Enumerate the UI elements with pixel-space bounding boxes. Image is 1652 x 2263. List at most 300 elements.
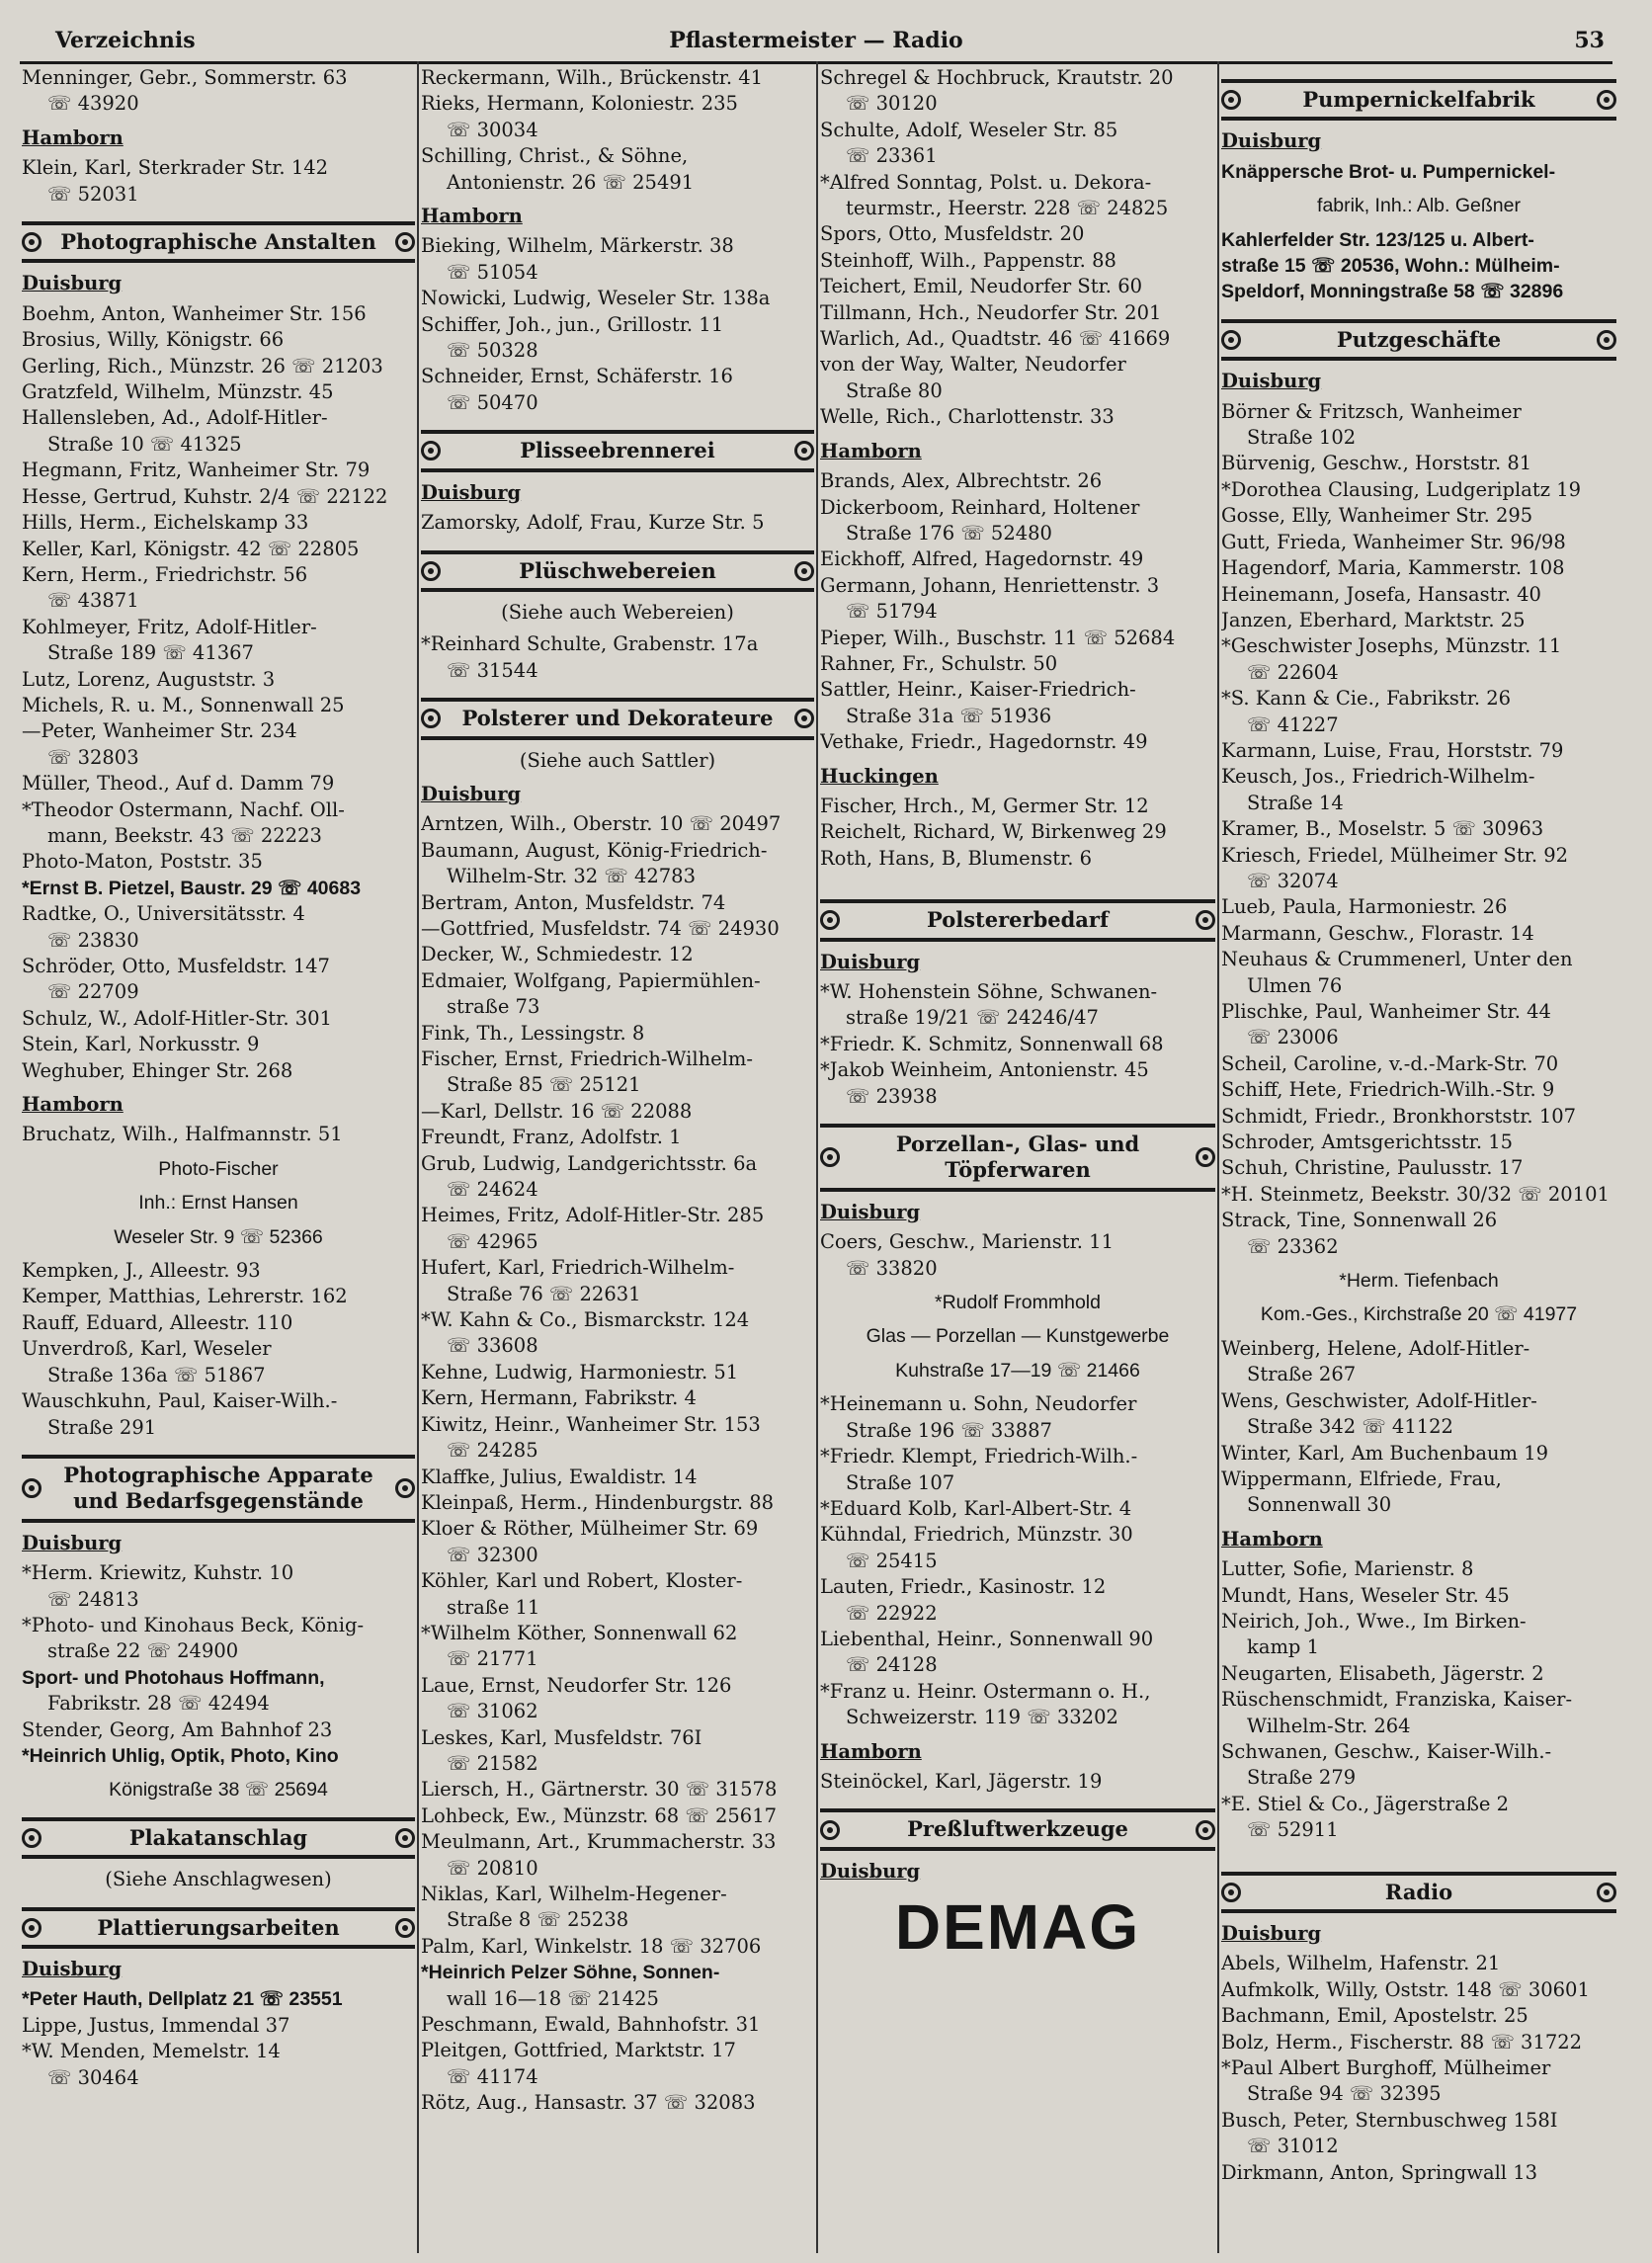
entry-line: Busch, Peter, Sternbuschweg 158I [1221, 2108, 1558, 2132]
entry-line: Kempken, J., Alleestr. 93 [22, 1259, 261, 1283]
ornament-icon [794, 561, 814, 581]
entry-line: Schulz, W., Adolf-Hitler-Str. 301 [22, 1006, 332, 1030]
section-title: Putzgeschäfte [1336, 326, 1502, 352]
entry-line: Michels, R. u. M., Sonnenwall 25 [22, 693, 345, 716]
section-heading [820, 1808, 1215, 1850]
entry-line: Kern, Hermann, Fabrikstr. 4 [421, 1386, 697, 1410]
spacer [1221, 1844, 1616, 1858]
ornament-icon [1597, 1883, 1616, 1902]
entry-continuation: ☏ 43871 [47, 589, 139, 613]
advertisement-line: Kuhstraße 17—19 ☏ 21466 [895, 1359, 1140, 1382]
entry-line: Schiff, Hete, Friedrich-Wilh.-Str. 9 [1221, 1078, 1555, 1102]
entry-line: —Karl, Dellstr. 16 ☏ 22088 [421, 1099, 693, 1123]
section-title: Polstererbedarf [926, 907, 1110, 933]
entry-line: Rötz, Aug., Hansastr. 37 ☏ 32083 [421, 2091, 756, 2115]
entry-line: Mundt, Hans, Weseler Str. 45 [1221, 1583, 1510, 1607]
entry-line: Meulmann, Art., Krummacherstr. 33 [421, 1830, 777, 1854]
entry-continuation: ☏ 32300 [447, 1543, 538, 1566]
city-heading: Duisburg [820, 950, 921, 973]
entry-line: Neirich, Joh., Wwe., Im Birken- [1221, 1609, 1527, 1633]
entry-line: Klaffke, Julius, Ewaldistr. 14 [421, 1465, 698, 1488]
entry-line: Karmann, Luise, Frau, Horststr. 79 [1221, 738, 1564, 762]
entry-line: Sattler, Heinr., Kaiser-Friedrich- [820, 678, 1136, 702]
advertisement-line: Inh.: Ernst Hansen [138, 1192, 298, 1215]
entry-line: Gratzfeld, Wilhelm, Münzstr. 45 [22, 380, 334, 404]
entry-line: Bertram, Anton, Musfeldstr. 74 [421, 890, 726, 914]
section-heading [1221, 319, 1616, 361]
entry-line: Kohlmeyer, Fritz, Adolf-Hitler- [22, 615, 317, 638]
city-heading: Duisburg [22, 1958, 123, 1980]
entry-line: *Alfred Sonntag, Polst. u. Dekora- [820, 170, 1152, 194]
entry-continuation: Schweizerstr. 119 ☏ 33202 [846, 1706, 1118, 1729]
entry-continuation: ☏ 25415 [846, 1549, 938, 1572]
ornament-icon [1221, 330, 1241, 350]
section-title: Plakatanschlag [128, 1824, 308, 1850]
entry-line: *Herm. Kriewitz, Kuhstr. 10 [22, 1561, 294, 1585]
entry-line: Pleitgen, Gottfried, Marktstr. 17 [421, 2039, 736, 2062]
section-heading [820, 899, 1215, 941]
entry-continuation: ☏ 32074 [1247, 869, 1339, 892]
ornament-icon [794, 709, 814, 728]
city-heading: Hamborn [820, 439, 922, 462]
city-heading: Hamborn [22, 1093, 124, 1117]
entry-continuation: Straße 94 ☏ 32395 [1247, 2082, 1442, 2106]
entry-line: Kühndal, Friedrich, Münzstr. 30 [820, 1523, 1133, 1547]
see-also-note: (Siehe auch Webereien) [501, 600, 734, 624]
section-title: Radio [1384, 1879, 1453, 1904]
advertisement-line: Glas — Porzellan — Kunstgewerbe [866, 1325, 1170, 1348]
ornament-icon [1597, 330, 1616, 350]
entry-line: *Photo- und Kinohaus Beck, König- [22, 1613, 365, 1636]
entry-continuation: Straße 85 ☏ 25121 [447, 1073, 641, 1097]
entry-line: Leskes, Karl, Musfeldstr. 76I [421, 1725, 702, 1749]
entry-continuation: ☏ 33608 [447, 1334, 538, 1358]
entry-line: *H. Steinmetz, Beekstr. 30/32 ☏ 20101 [1221, 1182, 1610, 1206]
ornament-icon [820, 910, 840, 930]
entry-line: Welle, Rich., Charlottenstr. 33 [820, 405, 1115, 429]
city-heading: Duisburg [820, 1859, 921, 1883]
entry-line: Köhler, Karl und Robert, Kloster- [421, 1569, 743, 1593]
entry-line: *S. Kann & Cie., Fabrikstr. 26 [1221, 687, 1512, 711]
entry-continuation: ☏ 50470 [447, 390, 538, 414]
advertisement-line: Weseler Str. 9 ☏ 52366 [114, 1225, 323, 1248]
entry-line: *Reinhard Schulte, Grabenstr. 17a [421, 632, 759, 656]
entry-continuation: straße 19/21 ☏ 24246/47 [846, 1006, 1099, 1030]
entry-line: Schiffer, Joh., jun., Grillostr. 11 [421, 312, 724, 336]
entry-line: Palm, Karl, Winkelstr. 18 ☏ 32706 [421, 1934, 762, 1958]
entry-line: Lueb, Paula, Harmoniestr. 26 [1221, 895, 1508, 919]
entry-continuation: ☏ 32803 [47, 745, 139, 769]
entry-line: Lutz, Lorenz, Auguststr. 3 [22, 667, 276, 691]
entry-line: Kemper, Matthias, Lehrerstr. 162 [22, 1285, 348, 1308]
section-heading [820, 1124, 1215, 1192]
entry-continuation: kamp 1 [1247, 1635, 1320, 1659]
entry-line: *W. Menden, Memelstr. 14 [22, 2040, 281, 2063]
entry-line: Bürvenig, Geschw., Horststr. 81 [1221, 452, 1532, 475]
header-left: Verzeichnis [55, 28, 196, 53]
entry-line: Bieking, Wilhelm, Märkerstr. 38 [421, 234, 734, 258]
section-heading [421, 550, 814, 592]
entry-line: Rauff, Eduard, Alleestr. 110 [22, 1310, 293, 1334]
entry-continuation: Straße 136a ☏ 51867 [47, 1363, 266, 1386]
ornament-icon [22, 1918, 41, 1938]
entry-continuation: ☏ 24285 [447, 1439, 538, 1463]
entry-continuation: ☏ 51794 [846, 600, 938, 624]
city-heading: Hamborn [820, 1739, 922, 1763]
entry-line: Fink, Th., Lessingstr. 8 [421, 1021, 645, 1045]
entry-line-bold: *Peter Hauth, Dellplatz 21 ☏ 23551 [22, 1988, 343, 2011]
entry-line: Müller, Theod., Auf d. Damm 79 [22, 772, 335, 796]
section-heading [22, 1907, 415, 1949]
entry-continuation: Straße 196 ☏ 33887 [846, 1418, 1052, 1442]
entry-line: Liebenthal, Heinr., Sonnenwall 90 [820, 1627, 1154, 1650]
spacer [820, 872, 1215, 885]
entry-line-bold: *Ernst B. Pietzel, Baustr. 29 ☏ 40683 [22, 877, 362, 899]
entry-continuation: straße 22 ☏ 24900 [47, 1639, 239, 1663]
city-heading: Duisburg [1221, 1922, 1322, 1945]
entry-continuation: Straße 107 [846, 1470, 955, 1494]
entry-line-sans: Speldorf, Monningstraße 58 ☏ 32896 [1221, 281, 1564, 303]
entry-line: Börner & Fritzsch, Wanheimer [1221, 399, 1522, 423]
entry-continuation: ☏ 21582 [447, 1751, 538, 1775]
entry-line: Gosse, Elly, Wanheimer Str. 295 [1221, 504, 1533, 528]
entry-line: Dickerboom, Reinhard, Holtener [820, 495, 1140, 519]
entry-line: *Franz u. Heinr. Ostermann o. H., [820, 1679, 1151, 1703]
entry-line: Heimes, Fritz, Adolf-Hitler-Str. 285 [421, 1204, 765, 1227]
entry-line: Unverdroß, Karl, Weseler [22, 1337, 272, 1361]
entry-continuation: ☏ 33820 [846, 1256, 938, 1280]
entry-continuation: ☏ 52031 [47, 182, 139, 206]
entry-line: Schulte, Adolf, Weseler Str. 85 [820, 118, 1118, 141]
entry-line: Kramer, B., Moselstr. 5 ☏ 30963 [1221, 817, 1544, 841]
entry-line: Stein, Karl, Norkusstr. 9 [22, 1033, 260, 1056]
entry-line: Fischer, Ernst, Friedrich-Wilhelm- [421, 1048, 753, 1070]
entry-continuation: straße 11 [447, 1595, 540, 1619]
entry-continuation: ☏ 31544 [447, 658, 538, 682]
entry-line: Laue, Ernst, Neudorfer Str. 126 [421, 1673, 732, 1697]
entry-line: Freundt, Franz, Adolfstr. 1 [421, 1126, 682, 1149]
section-heading [421, 430, 814, 471]
column-divider [816, 61, 818, 2253]
entry-line: Schwanen, Geschw., Kaiser-Wilh.- [1221, 1739, 1552, 1763]
entry-line: Grub, Ludwig, Landgerichtsstr. 6a [421, 1151, 758, 1175]
column-1 [22, 65, 415, 2263]
ornament-icon [395, 232, 415, 252]
ornament-icon [1597, 90, 1616, 110]
entry-line: Kleinpaß, Herm., Hindenburgstr. 88 [421, 1490, 775, 1514]
entry-continuation: wall 16—18 ☏ 21425 [447, 1986, 659, 2010]
entry-line: Kehne, Ludwig, Harmoniestr. 51 [421, 1360, 739, 1383]
entry-continuation: ☏ 30464 [47, 2065, 139, 2089]
section-title: Plisseebrennerei [520, 438, 715, 463]
city-heading: Duisburg [421, 782, 522, 805]
entry-continuation: ☏ 43920 [47, 92, 139, 116]
entry-line: Schregel & Hochbruck, Krautstr. 20 [820, 66, 1174, 89]
section-heading [1221, 79, 1616, 121]
ornament-icon [421, 441, 441, 461]
ornament-icon [1221, 90, 1241, 110]
entry-line: Warlich, Ad., Quadtstr. 46 ☏ 41669 [820, 327, 1171, 351]
entry-line: von der Way, Walter, Neudorfer [820, 353, 1126, 377]
entry-line: Gerling, Rich., Münzstr. 26 ☏ 21203 [22, 354, 383, 377]
entry-line: *E. Stiel & Co., Jägerstraße 2 [1221, 1792, 1510, 1815]
entry-line: Strack, Tine, Sonnenwall 26 [1221, 1209, 1498, 1232]
entry-continuation: Straße 342 ☏ 41122 [1247, 1415, 1453, 1439]
entry-line: Wauschkuhn, Paul, Kaiser-Wilh.- [22, 1389, 338, 1413]
section-title: Photographische Anstalten [60, 229, 376, 255]
section-title: Plattierungsarbeiten [97, 1914, 340, 1940]
entry-line: Hesse, Gertrud, Kuhstr. 2/4 ☏ 22122 [22, 484, 388, 508]
ornament-icon [395, 1918, 415, 1938]
entry-line: Neuhaus & Crummenerl, Unter den [1221, 948, 1573, 971]
entry-line: Lohbeck, Ew., Münzstr. 68 ☏ 25617 [421, 1803, 778, 1827]
entry-line: *Jakob Weinheim, Antonienstr. 45 [820, 1058, 1149, 1082]
entry-line: Brosius, Willy, Königstr. 66 [22, 328, 285, 352]
entry-continuation: ☏ 22709 [47, 980, 139, 1004]
city-heading: Duisburg [820, 1200, 921, 1223]
entry-line: Hagendorf, Maria, Kammerstr. 108 [1221, 556, 1565, 580]
advertisement-line: Photo-Fischer [158, 1157, 279, 1180]
city-heading: Hamborn [421, 205, 523, 228]
entry-line: Niklas, Karl, Wilhelm-Hegener- [421, 1883, 727, 1905]
section-title: Pumpernickelfabrik [1302, 87, 1535, 112]
entry-line: Hegmann, Fritz, Wanheimer Str. 79 [22, 459, 371, 482]
entry-line: Steinhoff, Wilh., Pappenstr. 88 [820, 248, 1116, 272]
city-heading: Hamborn [1221, 1527, 1323, 1551]
entry-continuation: Straße 102 [1247, 426, 1357, 450]
entry-line: Reichelt, Richard, W, Birkenweg 29 [820, 820, 1167, 844]
entry-line: Dirkmann, Anton, Springwall 13 [1221, 2160, 1538, 2184]
ornament-icon [421, 561, 441, 581]
ornament-icon [395, 1828, 415, 1848]
entry-line: Kern, Herm., Friedrichstr. 56 [22, 562, 308, 586]
entry-continuation: ☏ 23938 [846, 1084, 938, 1108]
entry-line: Nowicki, Ludwig, Weseler Str. 138a [421, 287, 771, 310]
entry-line: *W. Hohenstein Söhne, Schwanen- [820, 980, 1158, 1003]
entry-line: Radtke, O., Universitätsstr. 4 [22, 902, 305, 926]
entry-continuation: Fabrikstr. 28 ☏ 42494 [47, 1692, 270, 1716]
ornament-icon [421, 709, 441, 728]
entry-continuation: ☏ 50328 [447, 339, 538, 363]
entry-continuation: ☏ 41227 [1247, 712, 1339, 736]
city-heading: Duisburg [1221, 370, 1322, 393]
entry-line: Heinemann, Josefa, Hansastr. 40 [1221, 582, 1541, 606]
entry-line: Peschmann, Ewald, Bahnhofstr. 31 [421, 2013, 761, 2037]
entry-continuation: ☏ 21771 [447, 1647, 538, 1671]
entry-continuation: ☏ 52911 [1247, 1818, 1339, 1842]
entry-line: Hills, Herm., Eichelskamp 33 [22, 511, 309, 535]
entry-line: Rahner, Fr., Schulstr. 50 [820, 651, 1058, 675]
entry-line-bold: Knäppersche Brot- u. Pumpernickel- [1221, 160, 1556, 183]
entry-line: Teichert, Emil, Neudorfer Str. 60 [820, 275, 1143, 298]
ornament-icon [794, 441, 814, 461]
entry-line: Roth, Hans, B, Blumenstr. 6 [820, 846, 1093, 870]
entry-line: Weghuber, Ehinger Str. 268 [22, 1058, 293, 1082]
entry-continuation: Straße 189 ☏ 41367 [47, 641, 254, 665]
entry-line: Fischer, Hrch., M, Germer Str. 12 [820, 794, 1149, 817]
entry-line: Kiwitz, Heinr., Wanheimer Str. 153 [421, 1412, 761, 1436]
entry-line: Schröder, Otto, Musfeldstr. 147 [22, 955, 330, 977]
entry-continuation: Antonienstr. 26 ☏ 25491 [447, 170, 695, 194]
entry-line: Rieks, Hermann, Koloniestr. 235 [421, 92, 738, 116]
entry-continuation: ☏ 23006 [1247, 1026, 1339, 1049]
entry-continuation: mann, Beekstr. 43 ☏ 22223 [47, 823, 322, 847]
city-heading: Duisburg [421, 480, 522, 504]
entry-line: Klein, Karl, Sterkrader Str. 142 [22, 156, 329, 180]
entry-line: *Wilhelm Köther, Sonnenwall 62 [421, 1621, 738, 1644]
city-heading: Huckingen [820, 764, 939, 788]
entry-line: Schneider, Ernst, Schäferstr. 16 [421, 365, 733, 388]
entry-line: —Gottfried, Musfeldstr. 74 ☏ 24930 [421, 916, 780, 940]
entry-continuation: Straße 8 ☏ 25238 [447, 1908, 629, 1932]
demag-logo: DEMAG [894, 1891, 1141, 1964]
city-heading: Duisburg [1221, 129, 1322, 153]
entry-line: Germann, Johann, Henriettenstr. 3 [820, 573, 1160, 597]
ornament-icon [1196, 910, 1215, 930]
entry-line: Winter, Karl, Am Buchenbaum 19 [1221, 1441, 1549, 1465]
entry-line: *Friedr. Klempt, Friedrich-Wilh.- [820, 1445, 1138, 1468]
entry-continuation: ☏ 30120 [846, 92, 938, 116]
entry-line: Marmann, Geschw., Florastr. 14 [1221, 921, 1534, 945]
entry-continuation: ☏ 30034 [447, 118, 538, 141]
entry-line: Neugarten, Elisabeth, Jägerstr. 2 [1221, 1661, 1544, 1685]
column-4 [1221, 65, 1616, 2263]
entry-line: Eickhoff, Alfred, Hagedornstr. 49 [820, 547, 1144, 571]
ornament-icon [22, 1828, 41, 1848]
entry-line: Aufmkolk, Willy, Oststr. 148 ☏ 30601 [1221, 1977, 1590, 2001]
entry-line: Zamorsky, Adolf, Frau, Kurze Str. 5 [421, 511, 765, 535]
section-title: Polsterer und Dekorateure [461, 706, 774, 731]
ornament-icon [1196, 1820, 1215, 1840]
entry-continuation: ☏ 24624 [447, 1178, 538, 1202]
entry-line: *Paul Albert Burghoff, Mülheimer [1221, 2056, 1551, 2080]
entry-line: Liersch, H., Gärtnerstr. 30 ☏ 31578 [421, 1778, 778, 1802]
entry-continuation: Straße 291 [47, 1415, 157, 1439]
section-title: Preßluftwerkzeuge [907, 1816, 1128, 1842]
entry-continuation: Wilhelm-Str. 264 [1247, 1714, 1411, 1737]
entry-line: Wens, Geschwister, Adolf-Hitler- [1221, 1388, 1537, 1412]
section-title: Plüschwebereien [519, 557, 716, 583]
entry-line: Stender, Georg, Am Bahnhof 23 [22, 1718, 333, 1741]
entry-continuation: Straße 31a ☏ 51936 [846, 704, 1052, 727]
entry-line: Rüschenschmidt, Franziska, Kaiser- [1221, 1688, 1573, 1712]
header-title: Pflastermeister — Radio [669, 28, 963, 53]
entry-line: *Heinemann u. Sohn, Neudorfer [820, 1392, 1137, 1416]
entry-line: Bachmann, Emil, Apostelstr. 25 [1221, 2004, 1528, 2028]
entry-line-bold: *Heinrich Pelzer Söhne, Sonnen- [421, 1962, 720, 1984]
ornament-icon [1221, 1883, 1241, 1902]
entry-line: Janzen, Eberhard, Marktstr. 25 [1221, 608, 1526, 631]
advertisement-line: Königstraße 38 ☏ 25694 [109, 1779, 328, 1802]
entry-line: Decker, W., Schmiedestr. 12 [421, 943, 694, 966]
column-divider [417, 61, 419, 2253]
entry-line: Tillmann, Hch., Neudorfer Str. 201 [820, 300, 1162, 324]
entry-line: *W. Kahn & Co., Bismarckstr. 124 [421, 1308, 750, 1332]
ornament-icon [1196, 1147, 1215, 1167]
entry-line: Spors, Otto, Musfeldstr. 20 [820, 222, 1085, 246]
entry-line: Schroder, Amtsgerichtsstr. 15 [1221, 1131, 1514, 1154]
entry-line: *Theodor Ostermann, Nachf. Oll- [22, 797, 345, 821]
column-2 [421, 65, 814, 2263]
advertisement-line: Kom.-Ges., Kirchstraße 20 ☏ 41977 [1260, 1303, 1578, 1326]
entry-line: Bolz, Herm., Fischerstr. 88 ☏ 31722 [1221, 2030, 1583, 2053]
entry-line: Menninger, Gebr., Sommerstr. 63 [22, 66, 348, 89]
entry-line: Brands, Alex, Albrechtstr. 26 [820, 469, 1103, 493]
section-heading [22, 1455, 415, 1523]
entry-line: Schmidt, Friedr., Bronkhorststr. 107 [1221, 1104, 1577, 1128]
entry-line: Kriesch, Friedel, Mülheimer Str. 92 [1221, 843, 1569, 867]
ornament-icon [395, 1478, 415, 1498]
entry-line: —Peter, Wanheimer Str. 234 [22, 719, 297, 743]
entry-line-sans: Kahlerfelder Str. 123/125 u. Albert- [1221, 228, 1534, 251]
entry-line: Keusch, Jos., Friedrich-Wilhelm- [1221, 765, 1535, 789]
entry-continuation: ☏ 24813 [47, 1587, 139, 1611]
ornament-icon [820, 1147, 840, 1167]
entry-line: *Eduard Kolb, Karl-Albert-Str. 4 [820, 1496, 1132, 1520]
entry-continuation: Wilhelm-Str. 32 ☏ 42783 [447, 865, 696, 888]
entry-line-sans: straße 15 ☏ 20536, Wohn.: Mülheim- [1221, 255, 1560, 278]
see-also-note: (Siehe auch Sattler) [519, 748, 716, 772]
ornament-icon [22, 1478, 41, 1498]
entry-line: Gutt, Frieda, Wanheimer Str. 96/98 [1221, 530, 1566, 553]
entry-line: Scheil, Caroline, v.-d.-Mark-Str. 70 [1221, 1051, 1559, 1075]
entry-line: Steinöckel, Karl, Jägerstr. 19 [820, 1769, 1103, 1793]
entry-line: *Dorothea Clausing, Ludgeriplatz 19 [1221, 477, 1582, 501]
entry-line: Kloer & Röther, Mülheimer Str. 69 [421, 1517, 759, 1541]
entry-continuation: Ulmen 76 [1247, 973, 1343, 997]
entry-line: Lippe, Justus, Immendal 37 [22, 2013, 290, 2037]
entry-line: Keller, Karl, Königstr. 42 ☏ 22805 [22, 537, 360, 560]
entry-continuation: ☏ 41174 [447, 2064, 538, 2088]
entry-line: Boehm, Anton, Wanheimer Str. 156 [22, 301, 367, 325]
entry-continuation: Straße 279 [1247, 1766, 1357, 1790]
advertisement-name: *Rudolf Frommhold [935, 1292, 1101, 1314]
advertisement-name: *Herm. Tiefenbach [1339, 1270, 1499, 1293]
entry-continuation: Straße 176 ☏ 52480 [846, 521, 1052, 545]
entry-continuation: Straße 267 [1247, 1363, 1357, 1386]
entry-line: Edmaier, Wolfgang, Papiermühlen- [421, 968, 761, 992]
ornament-icon [22, 232, 41, 252]
entry-continuation: ☏ 22604 [1247, 660, 1339, 684]
page-number: 53 [1574, 28, 1605, 53]
entry-line-bold: Sport- und Photohaus Hoffmann, [22, 1666, 325, 1689]
entry-continuation: Straße 76 ☏ 22631 [447, 1282, 641, 1305]
entry-line: Arntzen, Wilh., Oberstr. 10 ☏ 20497 [421, 812, 782, 836]
entry-continuation: Straße 10 ☏ 41325 [47, 432, 242, 456]
entry-line: Abels, Wilhelm, Hafenstr. 21 [1221, 1952, 1501, 1975]
entry-continuation: ☏ 31062 [447, 1700, 538, 1723]
entry-continuation: ☏ 24128 [846, 1653, 938, 1677]
page-header [20, 28, 1612, 64]
entry-continuation: Straße 14 [1247, 791, 1344, 814]
entry-line: Schilling, Christ., & Söhne, [421, 144, 689, 168]
entry-line: Coers, Geschw., Marienstr. 11 [820, 1230, 1114, 1254]
entry-continuation: ☏ 23830 [47, 928, 139, 952]
section-heading [22, 221, 415, 263]
entry-line: Schuh, Christine, Paulusstr. 17 [1221, 1156, 1524, 1180]
entry-line: Hallensleben, Ad., Adolf-Hitler- [22, 406, 328, 430]
entry-line-bold: *Heinrich Uhlig, Optik, Photo, Kino [22, 1744, 339, 1767]
entry-line: Lauten, Friedr., Kasinostr. 12 [820, 1575, 1107, 1599]
entry-continuation: straße 73 [447, 995, 540, 1019]
entry-continuation: ☏ 23362 [1247, 1234, 1339, 1258]
entry-line: Photo-Maton, Poststr. 35 [22, 850, 263, 874]
see-also-note: (Siehe Anschlagwesen) [105, 1868, 332, 1891]
section-heading [1221, 1872, 1616, 1913]
city-heading: Hamborn [22, 126, 124, 149]
entry-continuation: teurmstr., Heerstr. 228 ☏ 24825 [846, 197, 1169, 220]
section-heading [421, 698, 814, 739]
